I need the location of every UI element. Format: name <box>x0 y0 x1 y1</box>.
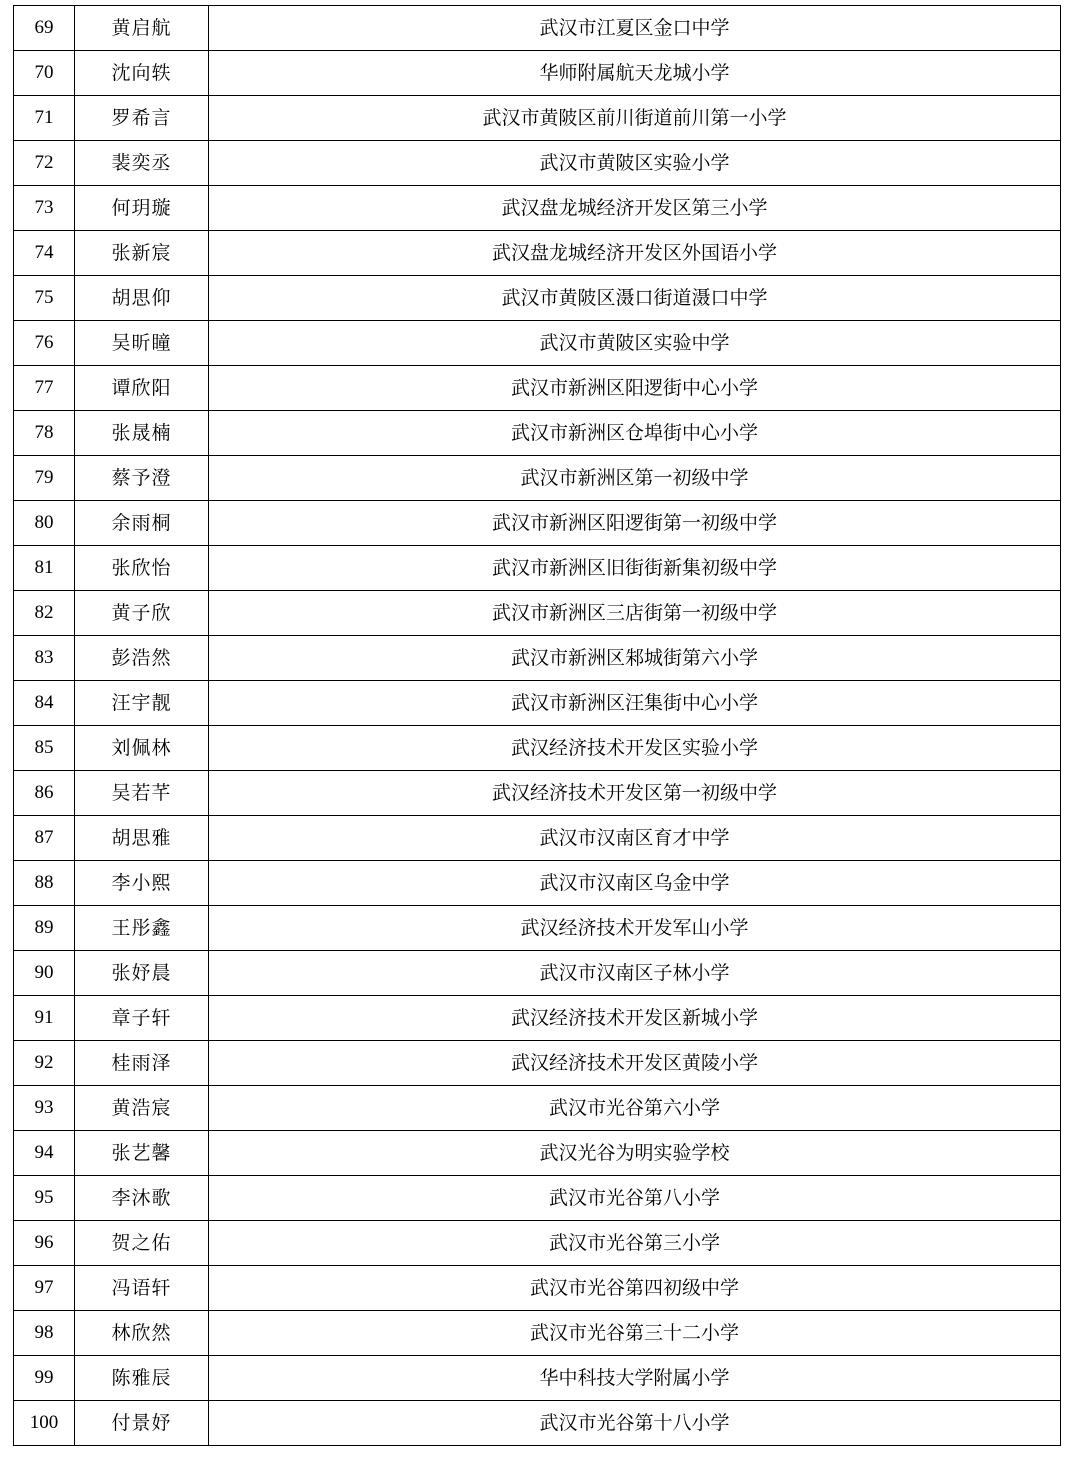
student-name-cell: 张晟楠 <box>75 411 209 456</box>
school-name-cell: 武汉市光谷第八小学 <box>209 1176 1061 1221</box>
school-name-cell: 武汉市新洲区汪集街中心小学 <box>209 681 1061 726</box>
table-row <box>14 1176 1061 1221</box>
school-name-cell: 武汉市黄陂区前川街道前川第一小学 <box>209 96 1061 141</box>
school-name-cell: 武汉市新洲区阳逻街中心小学 <box>209 366 1061 411</box>
roster-table <box>13 5 1061 1446</box>
school-name-cell: 华中科技大学附属小学 <box>209 1356 1061 1401</box>
table-row <box>14 51 1061 96</box>
student-name-cell: 吴昕瞳 <box>75 321 209 366</box>
row-number-cell: 99 <box>14 1356 75 1401</box>
school-name-cell: 武汉市光谷第十八小学 <box>209 1401 1061 1446</box>
school-name-cell: 武汉市新洲区第一初级中学 <box>209 456 1061 501</box>
table-row <box>14 1086 1061 1131</box>
table-row <box>14 906 1061 951</box>
student-name-cell: 李沐歌 <box>75 1176 209 1221</box>
student-name-cell: 张妤晨 <box>75 951 209 996</box>
student-name-cell: 张艺馨 <box>75 1131 209 1176</box>
school-name-cell: 武汉市汉南区子林小学 <box>209 951 1061 996</box>
table-row <box>14 231 1061 276</box>
school-name-cell: 华师附属航天龙城小学 <box>209 51 1061 96</box>
school-name-cell: 武汉市新洲区三店街第一初级中学 <box>209 591 1061 636</box>
school-name-cell: 武汉市光谷第四初级中学 <box>209 1266 1061 1311</box>
table-row <box>14 681 1061 726</box>
row-number-cell: 79 <box>14 456 75 501</box>
row-number-cell: 73 <box>14 186 75 231</box>
row-number-cell: 86 <box>14 771 75 816</box>
table-row <box>14 186 1061 231</box>
school-name-cell: 武汉市汉南区乌金中学 <box>209 861 1061 906</box>
row-number-cell: 72 <box>14 141 75 186</box>
table-row <box>14 411 1061 456</box>
row-number-cell: 81 <box>14 546 75 591</box>
student-name-cell: 黄浩宸 <box>75 1086 209 1131</box>
school-name-cell: 武汉市黄陂区滠口街道滠口中学 <box>209 276 1061 321</box>
student-name-cell: 彭浩然 <box>75 636 209 681</box>
student-name-cell: 张新宸 <box>75 231 209 276</box>
table-row <box>14 996 1061 1041</box>
table-row <box>14 726 1061 771</box>
row-number-cell: 76 <box>14 321 75 366</box>
row-number-cell: 77 <box>14 366 75 411</box>
student-name-cell: 张欣怡 <box>75 546 209 591</box>
school-name-cell: 武汉市新洲区旧街街新集初级中学 <box>209 546 1061 591</box>
student-name-cell: 罗希言 <box>75 96 209 141</box>
table-row <box>14 1266 1061 1311</box>
school-name-cell: 武汉市光谷第六小学 <box>209 1086 1061 1131</box>
roster-page <box>13 5 1060 1446</box>
student-name-cell: 章子轩 <box>75 996 209 1041</box>
student-name-cell: 刘佩林 <box>75 726 209 771</box>
row-number-cell: 78 <box>14 411 75 456</box>
row-number-cell: 83 <box>14 636 75 681</box>
row-number-cell: 84 <box>14 681 75 726</box>
table-row <box>14 1131 1061 1176</box>
student-name-cell: 林欣然 <box>75 1311 209 1356</box>
table-row <box>14 636 1061 681</box>
school-name-cell: 武汉经济技术开发区第一初级中学 <box>209 771 1061 816</box>
row-number-cell: 75 <box>14 276 75 321</box>
table-row <box>14 771 1061 816</box>
school-name-cell: 武汉市新洲区仓埠街中心小学 <box>209 411 1061 456</box>
student-name-cell: 胡思雅 <box>75 816 209 861</box>
student-name-cell: 蔡予澄 <box>75 456 209 501</box>
school-name-cell: 武汉市光谷第三小学 <box>209 1221 1061 1266</box>
table-row <box>14 1401 1061 1446</box>
roster-table-body <box>14 6 1061 1446</box>
school-name-cell: 武汉市汉南区育才中学 <box>209 816 1061 861</box>
table-row <box>14 1221 1061 1266</box>
school-name-cell: 武汉市光谷第三十二小学 <box>209 1311 1061 1356</box>
row-number-cell: 98 <box>14 1311 75 1356</box>
table-row <box>14 816 1061 861</box>
row-number-cell: 71 <box>14 96 75 141</box>
table-row <box>14 1041 1061 1086</box>
table-row <box>14 276 1061 321</box>
school-name-cell: 武汉光谷为明实验学校 <box>209 1131 1061 1176</box>
table-row <box>14 1356 1061 1401</box>
student-name-cell: 裴奕丞 <box>75 141 209 186</box>
student-name-cell: 黄子欣 <box>75 591 209 636</box>
student-name-cell: 付景妤 <box>75 1401 209 1446</box>
table-row <box>14 501 1061 546</box>
table-row <box>14 591 1061 636</box>
row-number-cell: 97 <box>14 1266 75 1311</box>
table-row <box>14 861 1061 906</box>
student-name-cell: 吴若芊 <box>75 771 209 816</box>
student-name-cell: 李小熙 <box>75 861 209 906</box>
school-name-cell: 武汉经济技术开发军山小学 <box>209 906 1061 951</box>
row-number-cell: 85 <box>14 726 75 771</box>
row-number-cell: 90 <box>14 951 75 996</box>
school-name-cell: 武汉市黄陂区实验中学 <box>209 321 1061 366</box>
row-number-cell: 89 <box>14 906 75 951</box>
row-number-cell: 96 <box>14 1221 75 1266</box>
student-name-cell: 桂雨泽 <box>75 1041 209 1086</box>
table-row <box>14 951 1061 996</box>
school-name-cell: 武汉经济技术开发区实验小学 <box>209 726 1061 771</box>
row-number-cell: 82 <box>14 591 75 636</box>
row-number-cell: 92 <box>14 1041 75 1086</box>
school-name-cell: 武汉经济技术开发区新城小学 <box>209 996 1061 1041</box>
table-row <box>14 546 1061 591</box>
school-name-cell: 武汉盘龙城经济开发区第三小学 <box>209 186 1061 231</box>
student-name-cell: 谭欣阳 <box>75 366 209 411</box>
student-name-cell: 余雨桐 <box>75 501 209 546</box>
student-name-cell: 何玥璇 <box>75 186 209 231</box>
table-row <box>14 366 1061 411</box>
student-name-cell: 陈雅辰 <box>75 1356 209 1401</box>
student-name-cell: 沈向轶 <box>75 51 209 96</box>
table-row <box>14 141 1061 186</box>
row-number-cell: 94 <box>14 1131 75 1176</box>
row-number-cell: 80 <box>14 501 75 546</box>
student-name-cell: 王彤鑫 <box>75 906 209 951</box>
school-name-cell: 武汉经济技术开发区黄陵小学 <box>209 1041 1061 1086</box>
row-number-cell: 70 <box>14 51 75 96</box>
row-number-cell: 87 <box>14 816 75 861</box>
school-name-cell: 武汉市新洲区阳逻街第一初级中学 <box>209 501 1061 546</box>
student-name-cell: 冯语轩 <box>75 1266 209 1311</box>
row-number-cell: 91 <box>14 996 75 1041</box>
table-row <box>14 321 1061 366</box>
school-name-cell: 武汉市黄陂区实验小学 <box>209 141 1061 186</box>
row-number-cell: 100 <box>14 1401 75 1446</box>
row-number-cell: 95 <box>14 1176 75 1221</box>
student-name-cell: 黄启航 <box>75 6 209 51</box>
student-name-cell: 贺之佑 <box>75 1221 209 1266</box>
table-row <box>14 6 1061 51</box>
table-row <box>14 1311 1061 1356</box>
table-row <box>14 96 1061 141</box>
school-name-cell: 武汉盘龙城经济开发区外国语小学 <box>209 231 1061 276</box>
row-number-cell: 88 <box>14 861 75 906</box>
table-row <box>14 456 1061 501</box>
student-name-cell: 汪宇靓 <box>75 681 209 726</box>
row-number-cell: 74 <box>14 231 75 276</box>
student-name-cell: 胡思仰 <box>75 276 209 321</box>
school-name-cell: 武汉市江夏区金口中学 <box>209 6 1061 51</box>
row-number-cell: 69 <box>14 6 75 51</box>
school-name-cell: 武汉市新洲区邾城街第六小学 <box>209 636 1061 681</box>
row-number-cell: 93 <box>14 1086 75 1131</box>
